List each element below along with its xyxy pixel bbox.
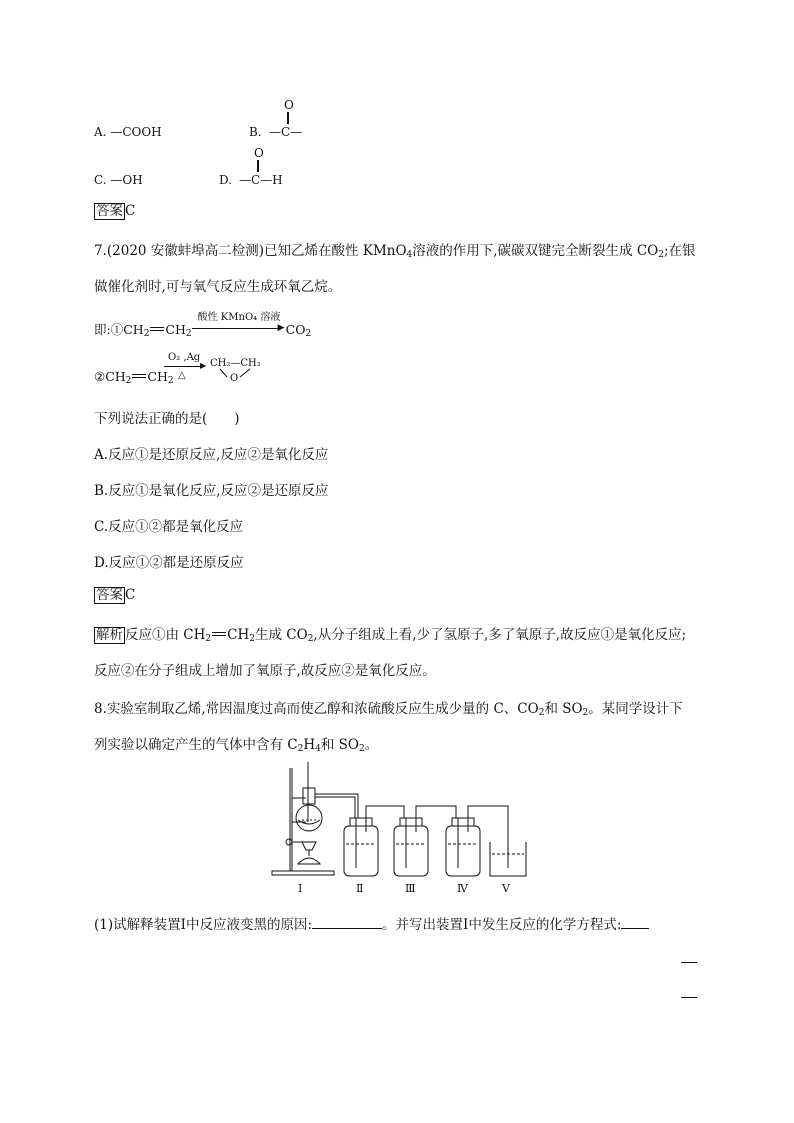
q8-part1: (1)试解释装置Ⅰ中反应液变黑的原因: 。并写出装置Ⅰ中发生反应的化学方程式:: [94, 913, 649, 933]
answer-blank[interactable]: [312, 928, 382, 929]
connector-tube: [416, 806, 456, 818]
answer-tag: 答案: [96, 587, 123, 603]
q6-option-a: A. —COOH: [94, 125, 162, 139]
reaction-condition: 酸性 KMnO₄ 溶液: [197, 312, 281, 323]
q7-option-a: A.反应①是还原反应,反应②是氧化反应: [94, 447, 329, 463]
apparatus-label-4: Ⅳ: [457, 882, 468, 895]
analysis-tag: 解析: [96, 627, 123, 643]
q6-option-d-label: D.: [219, 173, 233, 187]
iron-stand: [272, 768, 334, 875]
q6-option-c: C. —OH: [94, 173, 143, 187]
q7-stem-line1: 7.(2020 安徽蚌埠高二检测)已知乙烯在酸性 KMnO$_4$溶液的作用下,碳碳双键完全断裂生成 $CO_2$;在银: [94, 243, 696, 260]
q7-analysis-line2: 反应②在分子组成上增加了氧原子,故反应②是氧化反应。: [94, 663, 436, 679]
answer-tag: 答案: [96, 203, 123, 219]
q6-option-d-oxygen: O: [254, 146, 264, 160]
apparatus-label-5: Ⅴ: [502, 882, 510, 895]
q6-option-b-formula: —C—: [269, 125, 303, 139]
q7-question: 下列说法正确的是( ): [94, 411, 240, 427]
apparatus-label-3: Ⅲ: [405, 882, 416, 895]
q7-option-d: D.反应①②都是还原反应: [94, 555, 244, 571]
q7-analysis-line1: 解析 反应①由 $CH_2$ $CH_2$生成 $CO_2$,从分子组成上看,少了氢原子,多了氧原子,故反应①是氧化反应;: [96, 627, 687, 644]
q7-equation-2: $②CH_2$ $CH_2$: [94, 369, 174, 386]
outlet-tube: [468, 806, 508, 868]
heat-symbol: △: [178, 370, 186, 381]
q8-apparatus-diagram: [268, 760, 538, 900]
answer-value: C: [125, 587, 136, 603]
q7-option-b: B.反应①是氧化反应,反应②是还原反应: [94, 483, 329, 499]
reaction-arrow-1: 酸性 KMnO₄ 溶液 ▶: [192, 322, 286, 334]
gas-bottle-4: [446, 818, 480, 876]
q7-answer: [94, 587, 135, 604]
answer-blank[interactable]: [621, 928, 649, 929]
q8-stem-line1: 8.实验室制取乙烯,常因温度过高而使乙醇和浓硫酸反应生成少量的 C、$CO_2$和 $SO_2$。某同学设计下: [94, 701, 683, 718]
apparatus-label-1: Ⅰ: [298, 882, 303, 895]
q6-option-d-double-bond: [257, 160, 259, 172]
q7-option-c: C.反应①②都是氧化反应: [94, 519, 244, 535]
answer-line[interactable]: [681, 962, 697, 963]
q6-option-b-double-bond: [287, 112, 289, 124]
q6-option-d-formula: —C—H: [239, 173, 283, 187]
q6-option-b-oxygen: O: [284, 98, 294, 112]
q6-option-b-label: B.: [249, 125, 262, 139]
gas-bottle-2: [344, 818, 378, 876]
answer-line[interactable]: [681, 997, 697, 998]
double-bond: [132, 374, 146, 378]
apparatus-label-2: Ⅱ: [356, 882, 364, 895]
connector-tube: [366, 806, 404, 818]
q7-equation-1: 即$:①CH_2$ $CH_2$ 酸性 KMnO₄ 溶液 ▶ $CO_2$: [94, 320, 311, 339]
q8-stem-line2: 列实验以确定产生的气体中含有 $C_2H_4$和 $SO_2$。: [94, 737, 379, 754]
q6-option-d: [219, 146, 299, 191]
double-bond: [150, 327, 164, 331]
epoxide-oxygen: O: [230, 373, 239, 384]
alcohol-lamp: [298, 842, 320, 864]
gas-bottle-3: [394, 818, 428, 876]
q7-stem-line2: 做催化剂时,可与氧气反应生成环氧乙烷。: [94, 279, 342, 295]
double-bond: [212, 632, 226, 636]
q6-option-b: [249, 98, 319, 143]
epoxide-ring: CH₂—CH₂: [210, 358, 261, 369]
q7-equation-2-arrow: O₂ ,Ag ▶ △ CH₂—CH₂ O: [164, 352, 274, 388]
reaction-condition: O₂ ,Ag: [168, 352, 201, 363]
answer-value: C: [125, 203, 136, 219]
q6-answer: [94, 203, 135, 220]
